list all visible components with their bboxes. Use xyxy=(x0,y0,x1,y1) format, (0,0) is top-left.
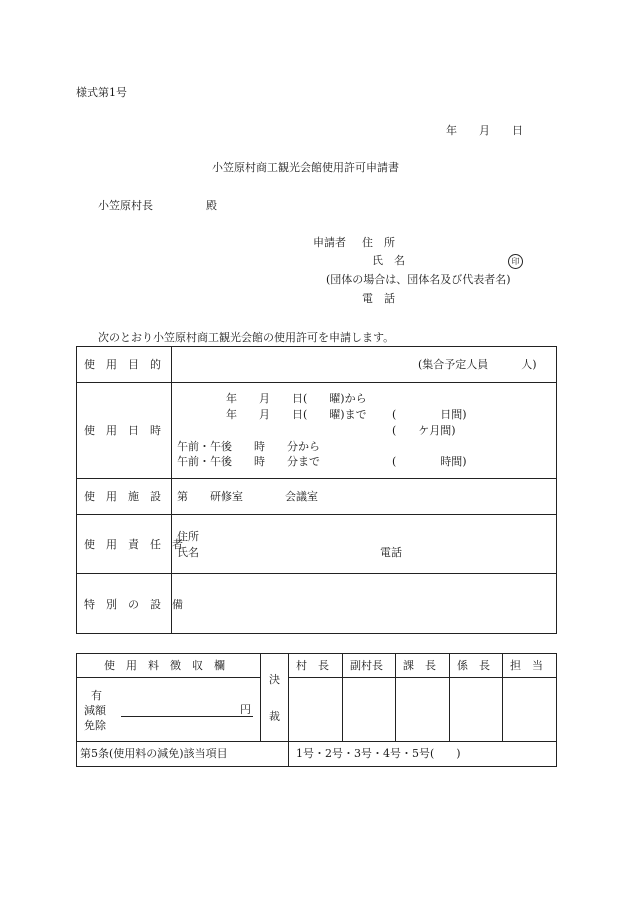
group-note: (団体の場合は、団体名及び代表者名) xyxy=(326,273,511,286)
approver-staff: 担 当 xyxy=(510,659,543,672)
facility-label: 使 用 施 設 xyxy=(84,490,161,503)
amount-underline xyxy=(121,716,253,717)
facility-meeting-room: 会議室 xyxy=(285,490,318,503)
applicant-address-label: 住 所 xyxy=(362,236,395,249)
approver-deputy-mayor: 副村長 xyxy=(350,659,383,672)
time-from: 午前・午後 時 分から xyxy=(177,440,320,453)
time-to: 午前・午後 時 分まで xyxy=(177,455,320,468)
approver-subsection-chief: 係 長 xyxy=(457,659,490,672)
responsible-label: 使 用 責 任 者 xyxy=(84,538,183,551)
addressee: 小笠原村長 xyxy=(98,199,153,212)
decision-char-1: 決 xyxy=(269,673,280,686)
hours-count: ( 時間) xyxy=(392,455,467,468)
form-number: 様式第1号 xyxy=(76,86,127,99)
article-options: 1号・2号・3号・4号・5号( ) xyxy=(296,747,461,760)
decision-char-2: 裁 xyxy=(269,710,280,723)
approver-section-chief: 課 長 xyxy=(403,659,436,672)
facility-training-room: 第 研修室 xyxy=(177,490,243,503)
seal-mark: 印 xyxy=(508,254,523,269)
responsible-phone-label: 電話 xyxy=(380,546,402,559)
fee-option-exempt: 免除 xyxy=(84,719,106,732)
equipment-label: 特 別 の 設 備 xyxy=(84,598,183,611)
date-line: 年 月 日 xyxy=(446,124,523,137)
fee-option-yes: 有 xyxy=(91,689,102,702)
responsible-name-label: 氏名 xyxy=(177,546,199,559)
days-count: ( 日間) xyxy=(392,408,467,421)
approver-mayor: 村 長 xyxy=(296,659,329,672)
honorific: 殿 xyxy=(206,199,217,212)
responsible-address-label: 住所 xyxy=(177,530,199,543)
datetime-label: 使 用 日 時 xyxy=(84,424,161,437)
intro-text: 次のとおり小笠原村商工観光会館の使用許可を申請します。 xyxy=(98,331,395,344)
date-to: 年 月 日( 曜)まで xyxy=(226,408,367,421)
fee-option-reduced: 減額 xyxy=(84,704,106,717)
yen-label: 円 xyxy=(240,703,251,716)
months-count: ( ケ月間) xyxy=(392,424,456,437)
attendees-note: (集合予定人員 人) xyxy=(418,358,537,371)
fee-collection-header: 使 用 料 徴 収 欄 xyxy=(104,659,225,672)
applicant-label: 申請者 xyxy=(313,236,346,249)
applicant-phone-label: 電 話 xyxy=(362,292,395,305)
purpose-label: 使 用 目 的 xyxy=(84,358,161,371)
document-title: 小笠原村商工観光会館使用許可申請書 xyxy=(212,161,399,174)
applicant-name-label: 氏 名 xyxy=(372,254,405,267)
date-from: 年 月 日( 曜)から xyxy=(226,392,367,405)
article-label: 第5条(使用料の減免)該当項目 xyxy=(80,747,228,760)
